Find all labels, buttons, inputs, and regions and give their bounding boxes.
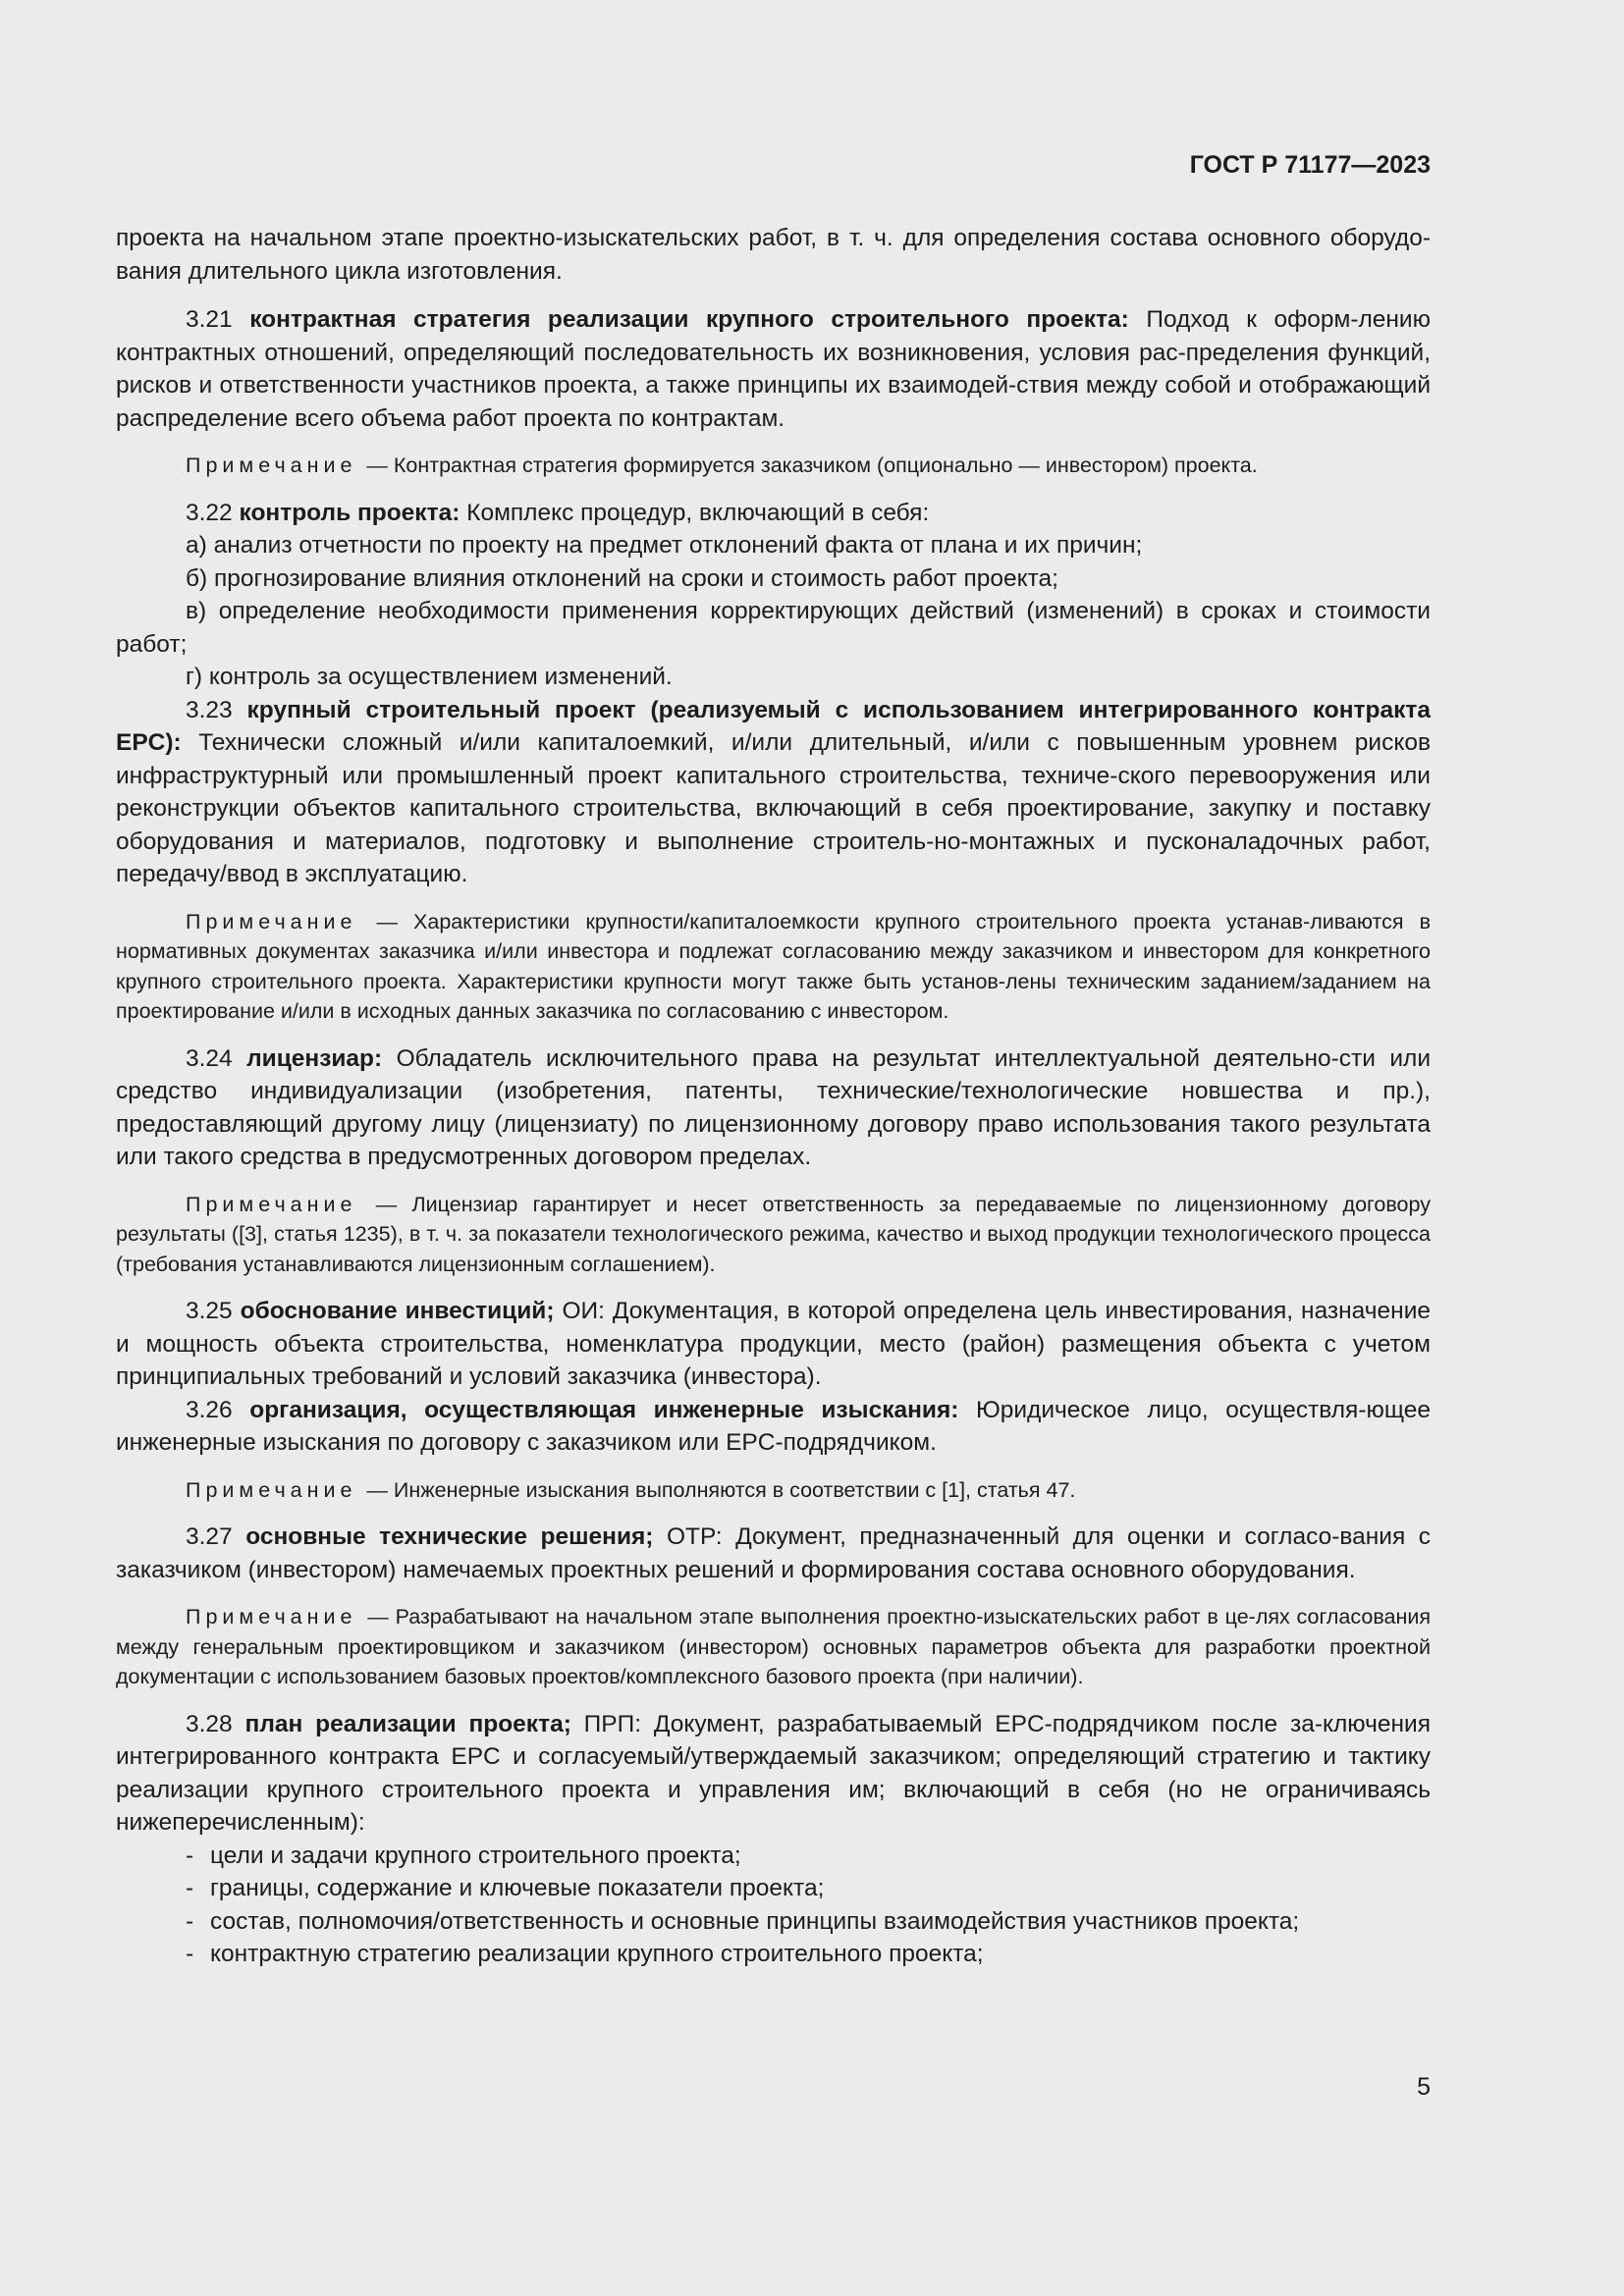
list-item-text: состав, полномочия/ответственность и основные принципы взаимодействия участников проекта; xyxy=(210,1907,1300,1935)
clause-3-23 xyxy=(116,694,1431,891)
clause-text: ОТР: Документ, предназначенный для оценки и согласо-вания с заказчиком (инвестором) намечаемых проектных решений и формирования состава основного оборудования. xyxy=(116,1523,1431,1583)
list-item: - состав, полномочия/ответственность и основные принципы взаимодействия участников проекта; xyxy=(186,1907,1300,1935)
clause-3-28 xyxy=(116,1708,1431,1840)
clause-3-25 xyxy=(116,1295,1431,1394)
clause-term: обоснование инвестиций; xyxy=(240,1298,555,1324)
note-3-23 xyxy=(116,907,1431,1027)
list-item: а) анализ отчетности по проекту на предмет отклонений факта от плана и их причин; xyxy=(186,532,1143,559)
clause-number: 3.25 xyxy=(186,1298,233,1324)
clause-text: ОИ: Документация, в которой определена цель инвестирования, назначение и мощность объекта строительства, номенклатура продукции, место (район) размещения объекта с учетом принципиальных требований и условий заказчика (инвестора). xyxy=(116,1298,1432,1390)
clause-number: 3.26 xyxy=(186,1396,233,1423)
note-text: — Лицензиар гарантирует и несет ответственность за передаваемые по лицензионному договору результаты ([3], статья 1235), в т. ч. за показатели технологического режима, качество и выход продукции технологического процесса (требования устанавливаются лицензионным соглашением). xyxy=(116,1192,1431,1276)
clause-number: 3.24 xyxy=(186,1044,233,1072)
list-item: в) определение необходимости применения корректирующих действий (изменений) в сроках и стоимости работ; xyxy=(116,598,1431,658)
clause-number: 3.22 xyxy=(186,499,233,526)
note-label: Примечание xyxy=(186,1477,357,1502)
clause-term: организация, осуществляющая инженерные изыскания: xyxy=(249,1396,959,1423)
list-item: - цели и задачи крупного строительного проекта; xyxy=(186,1842,741,1869)
note-label: Примечание xyxy=(186,1605,357,1629)
clause-3-24 xyxy=(116,1042,1431,1174)
clause-text: Подход к оформ-лению контрактных отношений, определяющий последовательность их возникновения, условия рас-пределения функций, рисков и ответственности участников проекта, а также принципы их взаимодей-ствия между собой и отображающий распределение всего объема работ проекта по контрактам. xyxy=(116,306,1431,432)
list-item-text: границы, содержание и ключевые показатели проекта; xyxy=(210,1875,825,1901)
intro-paragraph: проекта на начальном этапе проектно-изыскательских работ, в т. ч. для определения состава основного оборудо-вания длительного цикла изготовления. xyxy=(116,225,1431,285)
clause-3-22 xyxy=(116,497,1431,530)
note-text: — Разрабатывают на начальном этапе выполнения проектно-изыскательских работ в це-лях согласования между генеральным проектировщиком и заказчиком (инвестором) основных параметров объекта для разработки проектной документации с использованием базовых проектов/комплексного базового проекта (при наличии). xyxy=(116,1605,1431,1688)
page-content xyxy=(116,222,1431,1971)
note-3-26 xyxy=(116,1475,1431,1506)
clause-term: крупный строительный проект (реализуемый с использованием интегрированного контракта EPC): xyxy=(116,696,1431,756)
clause-text: Комплекс процедур, включающий в себя: xyxy=(460,499,930,526)
clause-term: контрактная стратегия реализации крупного строительного проекта: xyxy=(249,306,1129,333)
note-label: Примечание xyxy=(186,909,357,934)
note-3-21 xyxy=(116,451,1431,481)
note-label: Примечание xyxy=(186,454,357,477)
list-item: г) контроль за осуществлением изменений. xyxy=(186,664,673,690)
clause-term: контроль проекта: xyxy=(239,499,460,526)
clause-term: план реализации проекта; xyxy=(244,1710,571,1737)
note-3-24 xyxy=(116,1190,1431,1280)
standard-code: ГОСТ Р 71177—2023 xyxy=(1189,151,1431,179)
clause-term: лицензиар: xyxy=(246,1044,383,1072)
clause-term: основные технические решения; xyxy=(245,1523,654,1550)
note-text: — Инженерные изыскания выполняются в соответствии с [1], статья 47. xyxy=(360,1477,1076,1502)
clause-text: Юридическое лицо, осуществля-ющее инженерные изыскания по договору с заказчиком или EPC-подрядчиком. xyxy=(116,1396,1431,1456)
clause-text: Обладатель исключительного права на результат интеллектуальной деятельно-сти или средство индивидуализации (изобретения, патенты, технические/технологические новшества и пр.), предоставляющий другому лицу (лицензиату) по лицензионному договору право использования такого результата или такого средства в предусмотренных договором пределах. xyxy=(116,1044,1431,1170)
clause-3-27 xyxy=(116,1521,1431,1586)
list-item-text: контрактную стратегию реализации крупного строительного проекта; xyxy=(210,1941,984,1967)
clause-3-21 xyxy=(116,303,1431,435)
note-text: — Контрактная стратегия формируется заказчиком (опционально — инвестором) проекта. xyxy=(360,454,1258,477)
list-item-text: цели и задачи крупного строительного проекта; xyxy=(210,1842,741,1869)
note-label: Примечание xyxy=(186,1192,357,1216)
clause-text: ПРП: Документ, разрабатываемый EPC-подрядчиком после за-ключения интегрированного контракта EPC и согласуемый/утверждаемый заказчиком; определяющий стратегию и тактику реализации крупного строительного проекта и управления им; включающий в себя (но не ограничиваясь нижеперечисленным): xyxy=(116,1710,1431,1836)
list-item: - контрактную стратегию реализации крупного строительного проекта; xyxy=(186,1941,984,1967)
clause-number: 3.28 xyxy=(186,1710,233,1737)
list-item: б) прогнозирование влияния отклонений на сроки и стоимость работ проекта; xyxy=(186,564,1058,592)
note-text: — Характеристики крупности/капиталоемкости крупного строительного проекта устанав-ливаются в нормативных документах заказчика и/или инвестора и подлежат согласованию между заказчиком и инвестором для конкретного крупного строительного проекта. Характеристики крупности могут также быть установ-лены техническим заданием/заданием на проектирование и/или в исходных данных заказчика по согласованию с инвестором. xyxy=(116,909,1431,1023)
note-3-27 xyxy=(116,1602,1431,1692)
list-item: - границы, содержание и ключевые показатели проекта; xyxy=(186,1875,825,1901)
clause-text: Технически сложный и/или капиталоемкий, и/или длительный, и/или с повышенным уровнем рисков инфраструктурный или промышленный проект капитального строительства, техниче-ского перевооружения или реконструкции объектов капитального строительства, включающий в себя проектирование, закупку и поставку оборудования и материалов, подготовку и выполнение строитель-но-монтажных и пусконаладочных работ, передачу/ввод в эксплуатацию. xyxy=(116,729,1431,887)
page-number: 5 xyxy=(1417,2073,1431,2101)
clause-number: 3.21 xyxy=(186,306,233,333)
clause-number: 3.23 xyxy=(186,696,233,723)
clause-3-26 xyxy=(116,1394,1431,1460)
clause-number: 3.27 xyxy=(186,1523,233,1550)
